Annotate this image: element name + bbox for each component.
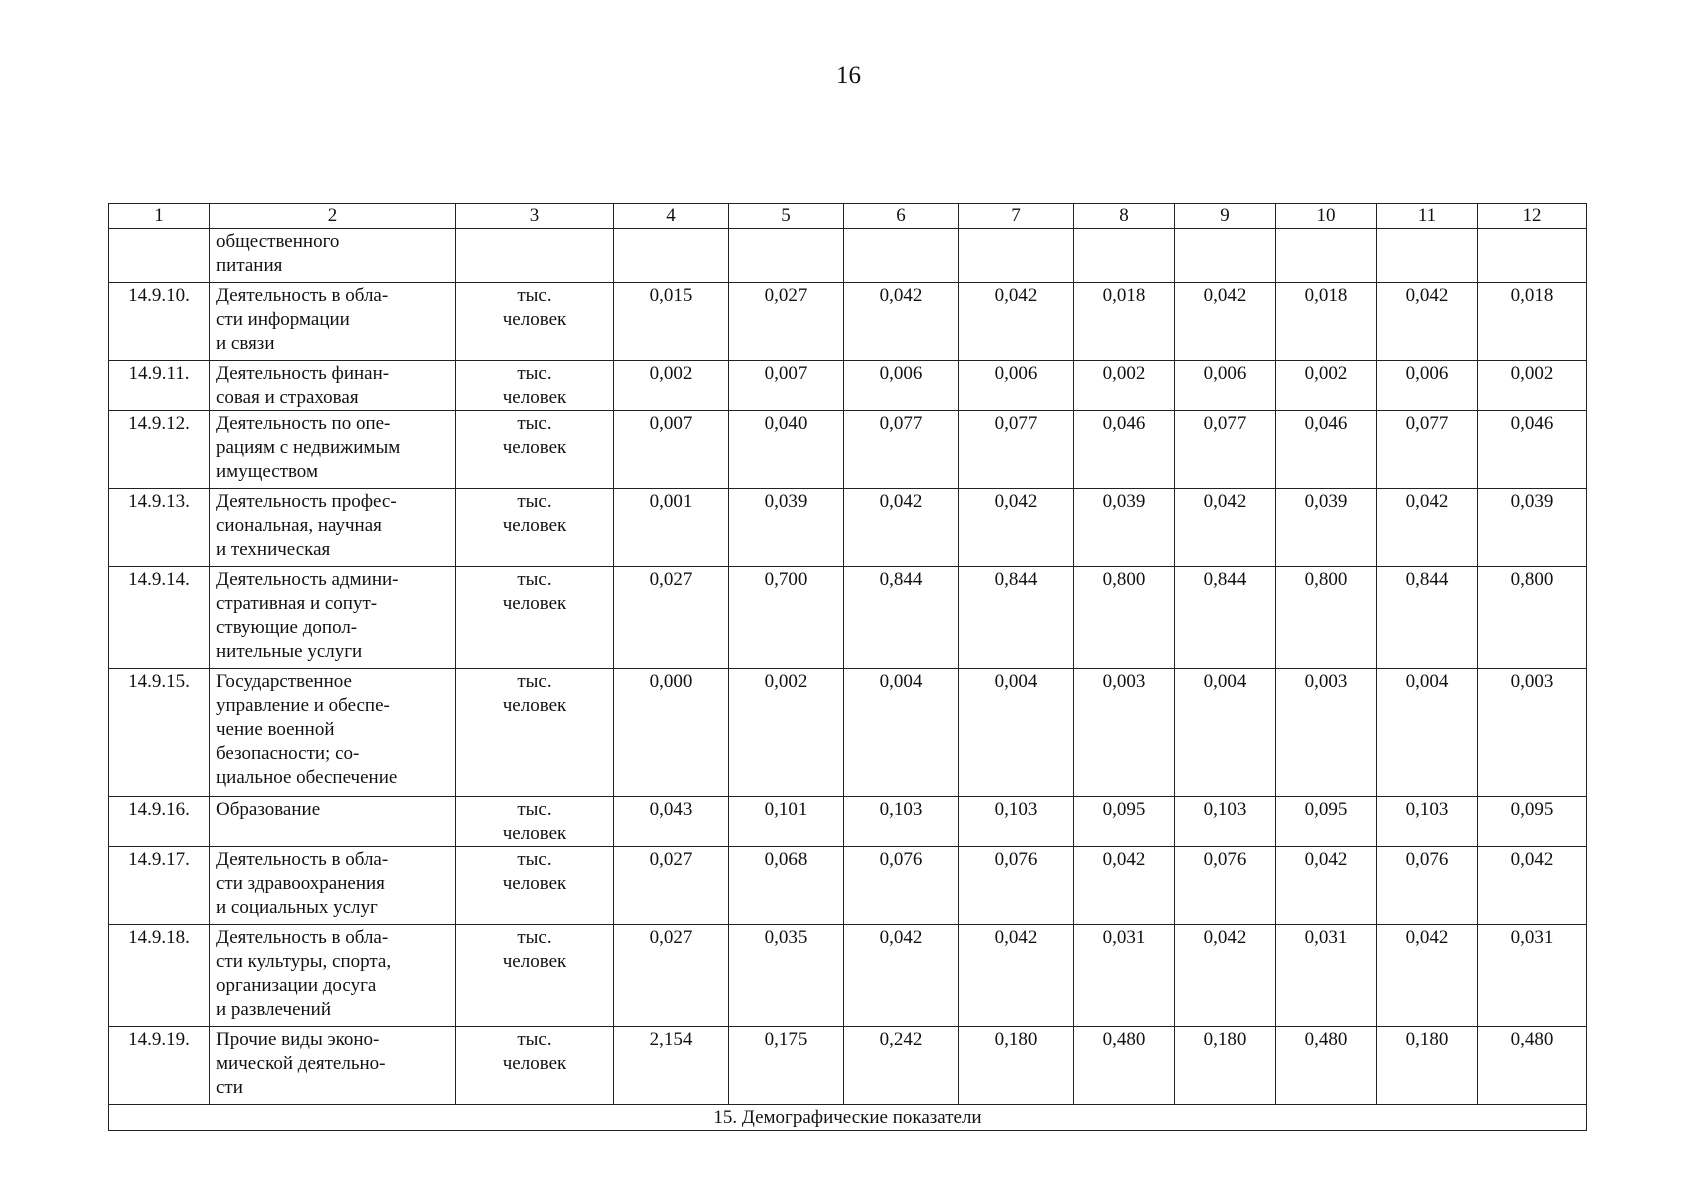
table-row [109,669,1587,797]
row-unit [456,567,614,669]
unit-line: тыс. [517,799,552,820]
empty-cell [109,229,210,283]
name-line: общественного [216,231,340,252]
row-value: 0,006 [959,361,1074,411]
row-value: 0,002 [729,669,844,797]
row-value: 0,006 [844,361,959,411]
row-name [210,567,456,669]
row-name [210,797,456,847]
row-code: 14.9.17. [109,847,210,925]
row-value: 0,039 [1478,489,1587,567]
row-value: 0,018 [1276,283,1377,361]
unit-line: человек [502,873,567,894]
row-value: 0,095 [1074,797,1175,847]
name-line: Деятельность в обла- [216,285,389,306]
row-unit [456,283,614,361]
row-value: 0,042 [844,925,959,1027]
row-unit [456,669,614,797]
row-value: 0,175 [729,1027,844,1105]
row-value: 2,154 [614,1027,729,1105]
column-number: 9 [1175,204,1276,229]
row-name [210,669,456,797]
name-line: мической деятельно- [216,1053,386,1074]
table-row [109,489,1587,567]
row-value: 0,180 [959,1027,1074,1105]
row-value: 0,039 [1276,489,1377,567]
name-line: циальное обеспечение [216,767,398,788]
name-line: Деятельность финан- [216,363,390,384]
row-value: 0,076 [1377,847,1478,925]
row-code: 14.9.15. [109,669,210,797]
unit-line: тыс. [517,1029,552,1050]
row-value: 0,480 [1276,1027,1377,1105]
section-title: 15. Демографические показатели [109,1105,1587,1131]
row-value: 0,042 [1276,847,1377,925]
name-line: рациям с недвижимым [216,437,401,458]
row-value: 0,042 [959,489,1074,567]
name-line: и социальных услуг [216,897,378,918]
name-line: Деятельность профес- [216,491,397,512]
row-value: 0,004 [1377,669,1478,797]
column-number: 3 [456,204,614,229]
row-value: 0,015 [614,283,729,361]
row-value: 0,077 [1175,411,1276,489]
column-number: 2 [210,204,456,229]
column-number: 4 [614,204,729,229]
row-value: 0,031 [1478,925,1587,1027]
row-value: 0,042 [1377,489,1478,567]
table-row [109,411,1587,489]
row-name [210,283,456,361]
page-number: 16 [836,62,861,89]
row-unit [456,361,614,411]
column-number: 6 [844,204,959,229]
row-value: 0,002 [1074,361,1175,411]
row-value: 0,004 [1175,669,1276,797]
row-name [210,489,456,567]
row-name [210,1027,456,1105]
row-value: 0,042 [1074,847,1175,925]
row-value: 0,800 [1478,567,1587,669]
name-line: сиональная, научная [216,515,382,536]
row-name [210,925,456,1027]
row-value: 0,103 [1175,797,1276,847]
table-row [109,847,1587,925]
row-value: 0,800 [1074,567,1175,669]
unit-line: человек [502,437,567,458]
name-line: Деятельность админи- [216,569,399,590]
name-line: ствующие допол- [216,617,358,638]
row-value: 0,001 [614,489,729,567]
column-number: 5 [729,204,844,229]
row-value: 0,068 [729,847,844,925]
row-value: 0,042 [1175,489,1276,567]
unit-line: тыс. [517,849,552,870]
row-value: 0,042 [1175,925,1276,1027]
row-value: 0,844 [959,567,1074,669]
row-value: 0,180 [1377,1027,1478,1105]
row-value: 0,035 [729,925,844,1027]
row-value: 0,006 [1175,361,1276,411]
row-value: 0,844 [1377,567,1478,669]
row-value: 0,042 [1175,283,1276,361]
unit-line: человек [502,951,567,972]
indicators-table [108,203,1587,1131]
column-number: 7 [959,204,1074,229]
empty-cell [1175,229,1276,283]
column-number: 11 [1377,204,1478,229]
unit-line: тыс. [517,671,552,692]
row-code: 14.9.19. [109,1027,210,1105]
name-line: и техническая [216,539,331,560]
row-value: 0,077 [959,411,1074,489]
row-value: 0,040 [729,411,844,489]
row-value: 0,018 [1074,283,1175,361]
continued-name-cell [210,229,456,283]
name-line: сти [216,1077,243,1098]
name-line: имуществом [216,461,318,482]
row-value: 0,077 [844,411,959,489]
row-unit [456,1027,614,1105]
row-value: 0,000 [614,669,729,797]
name-line: Прочие виды эконо- [216,1029,380,1050]
row-value: 0,042 [844,283,959,361]
name-line: стративная и сопут- [216,593,378,614]
empty-cell [456,229,614,283]
name-line: чение военной [216,719,335,740]
row-value: 0,042 [959,925,1074,1027]
row-value: 0,006 [1377,361,1478,411]
row-value: 0,002 [1276,361,1377,411]
name-line: Деятельность по опе- [216,413,391,434]
row-code: 14.9.13. [109,489,210,567]
row-value: 0,046 [1478,411,1587,489]
name-line: организации досуга [216,975,377,996]
section-row [109,1105,1587,1131]
header-row [109,204,1587,229]
row-value: 0,076 [1175,847,1276,925]
row-value: 0,002 [1478,361,1587,411]
row-value: 0,800 [1276,567,1377,669]
row-value: 0,027 [729,283,844,361]
empty-cell [1478,229,1587,283]
row-value: 0,103 [1377,797,1478,847]
name-line: сти культуры, спорта, [216,951,392,972]
row-value: 0,046 [1276,411,1377,489]
unit-line: человек [502,695,567,716]
row-value: 0,700 [729,567,844,669]
row-code: 14.9.12. [109,411,210,489]
row-value: 0,042 [1377,283,1478,361]
row-value: 0,003 [1478,669,1587,797]
table-row [109,1027,1587,1105]
row-value: 0,046 [1074,411,1175,489]
row-value: 0,018 [1478,283,1587,361]
name-line: сти информации [216,309,350,330]
row-value: 0,480 [1478,1027,1587,1105]
row-value: 0,095 [1276,797,1377,847]
row-value: 0,004 [844,669,959,797]
empty-cell [614,229,729,283]
row-value: 0,242 [844,1027,959,1105]
row-code: 14.9.14. [109,567,210,669]
unit-line: человек [502,823,567,844]
row-value: 0,039 [1074,489,1175,567]
row-value: 0,103 [844,797,959,847]
row-value: 0,077 [1377,411,1478,489]
empty-cell [729,229,844,283]
row-value: 0,844 [844,567,959,669]
name-line: питания [216,255,283,276]
table-row [109,283,1587,361]
unit-line: тыс. [517,413,552,434]
row-value: 0,076 [844,847,959,925]
name-line: Государственное [216,671,352,692]
empty-cell [959,229,1074,283]
row-value: 0,007 [729,361,844,411]
column-number: 8 [1074,204,1175,229]
column-number: 12 [1478,204,1587,229]
row-value: 0,031 [1276,925,1377,1027]
table-row [109,567,1587,669]
row-unit [456,489,614,567]
empty-cell [844,229,959,283]
row-name [210,361,456,411]
row-name [210,411,456,489]
unit-line: человек [502,387,567,408]
row-value: 0,043 [614,797,729,847]
unit-line: человек [502,593,567,614]
table-row [109,797,1587,847]
continuation-row [109,229,1587,283]
row-value: 0,095 [1478,797,1587,847]
row-value: 0,076 [959,847,1074,925]
unit-line: человек [502,309,567,330]
row-unit [456,925,614,1027]
table-row [109,361,1587,411]
name-line: безопасности; со- [216,743,360,764]
unit-line: тыс. [517,363,552,384]
name-line: управление и обеспе- [216,695,390,716]
name-line: Деятельность в обла- [216,927,389,948]
row-value: 0,042 [1377,925,1478,1027]
name-line: и развлечений [216,999,332,1020]
row-code: 14.9.11. [109,361,210,411]
name-line: совая и страховая [216,387,359,408]
name-line: нительные услуги [216,641,363,662]
row-code: 14.9.16. [109,797,210,847]
row-value: 0,480 [1074,1027,1175,1105]
row-value: 0,027 [614,567,729,669]
row-value: 0,180 [1175,1027,1276,1105]
unit-line: тыс. [517,927,552,948]
row-value: 0,004 [959,669,1074,797]
row-unit [456,411,614,489]
unit-line: человек [502,515,567,536]
empty-cell [1276,229,1377,283]
row-value: 0,007 [614,411,729,489]
name-line: сти здравоохранения [216,873,385,894]
unit-line: человек [502,1053,567,1074]
row-value: 0,031 [1074,925,1175,1027]
name-line: и связи [216,333,275,354]
unit-line: тыс. [517,285,552,306]
row-value: 0,101 [729,797,844,847]
name-line: Деятельность в обла- [216,849,389,870]
row-value: 0,844 [1175,567,1276,669]
unit-line: тыс. [517,491,552,512]
row-value: 0,042 [844,489,959,567]
row-value: 0,042 [1478,847,1587,925]
column-number: 1 [109,204,210,229]
row-unit [456,797,614,847]
row-value: 0,039 [729,489,844,567]
row-code: 14.9.10. [109,283,210,361]
empty-cell [1377,229,1478,283]
table-row [109,925,1587,1027]
row-value: 0,027 [614,847,729,925]
name-line: Образование [216,799,321,820]
row-value: 0,103 [959,797,1074,847]
unit-line: тыс. [517,569,552,590]
row-unit [456,847,614,925]
row-value: 0,027 [614,925,729,1027]
row-value: 0,002 [614,361,729,411]
row-name [210,847,456,925]
column-number: 10 [1276,204,1377,229]
row-value: 0,042 [959,283,1074,361]
row-code: 14.9.18. [109,925,210,1027]
row-value: 0,003 [1074,669,1175,797]
row-value: 0,003 [1276,669,1377,797]
empty-cell [1074,229,1175,283]
